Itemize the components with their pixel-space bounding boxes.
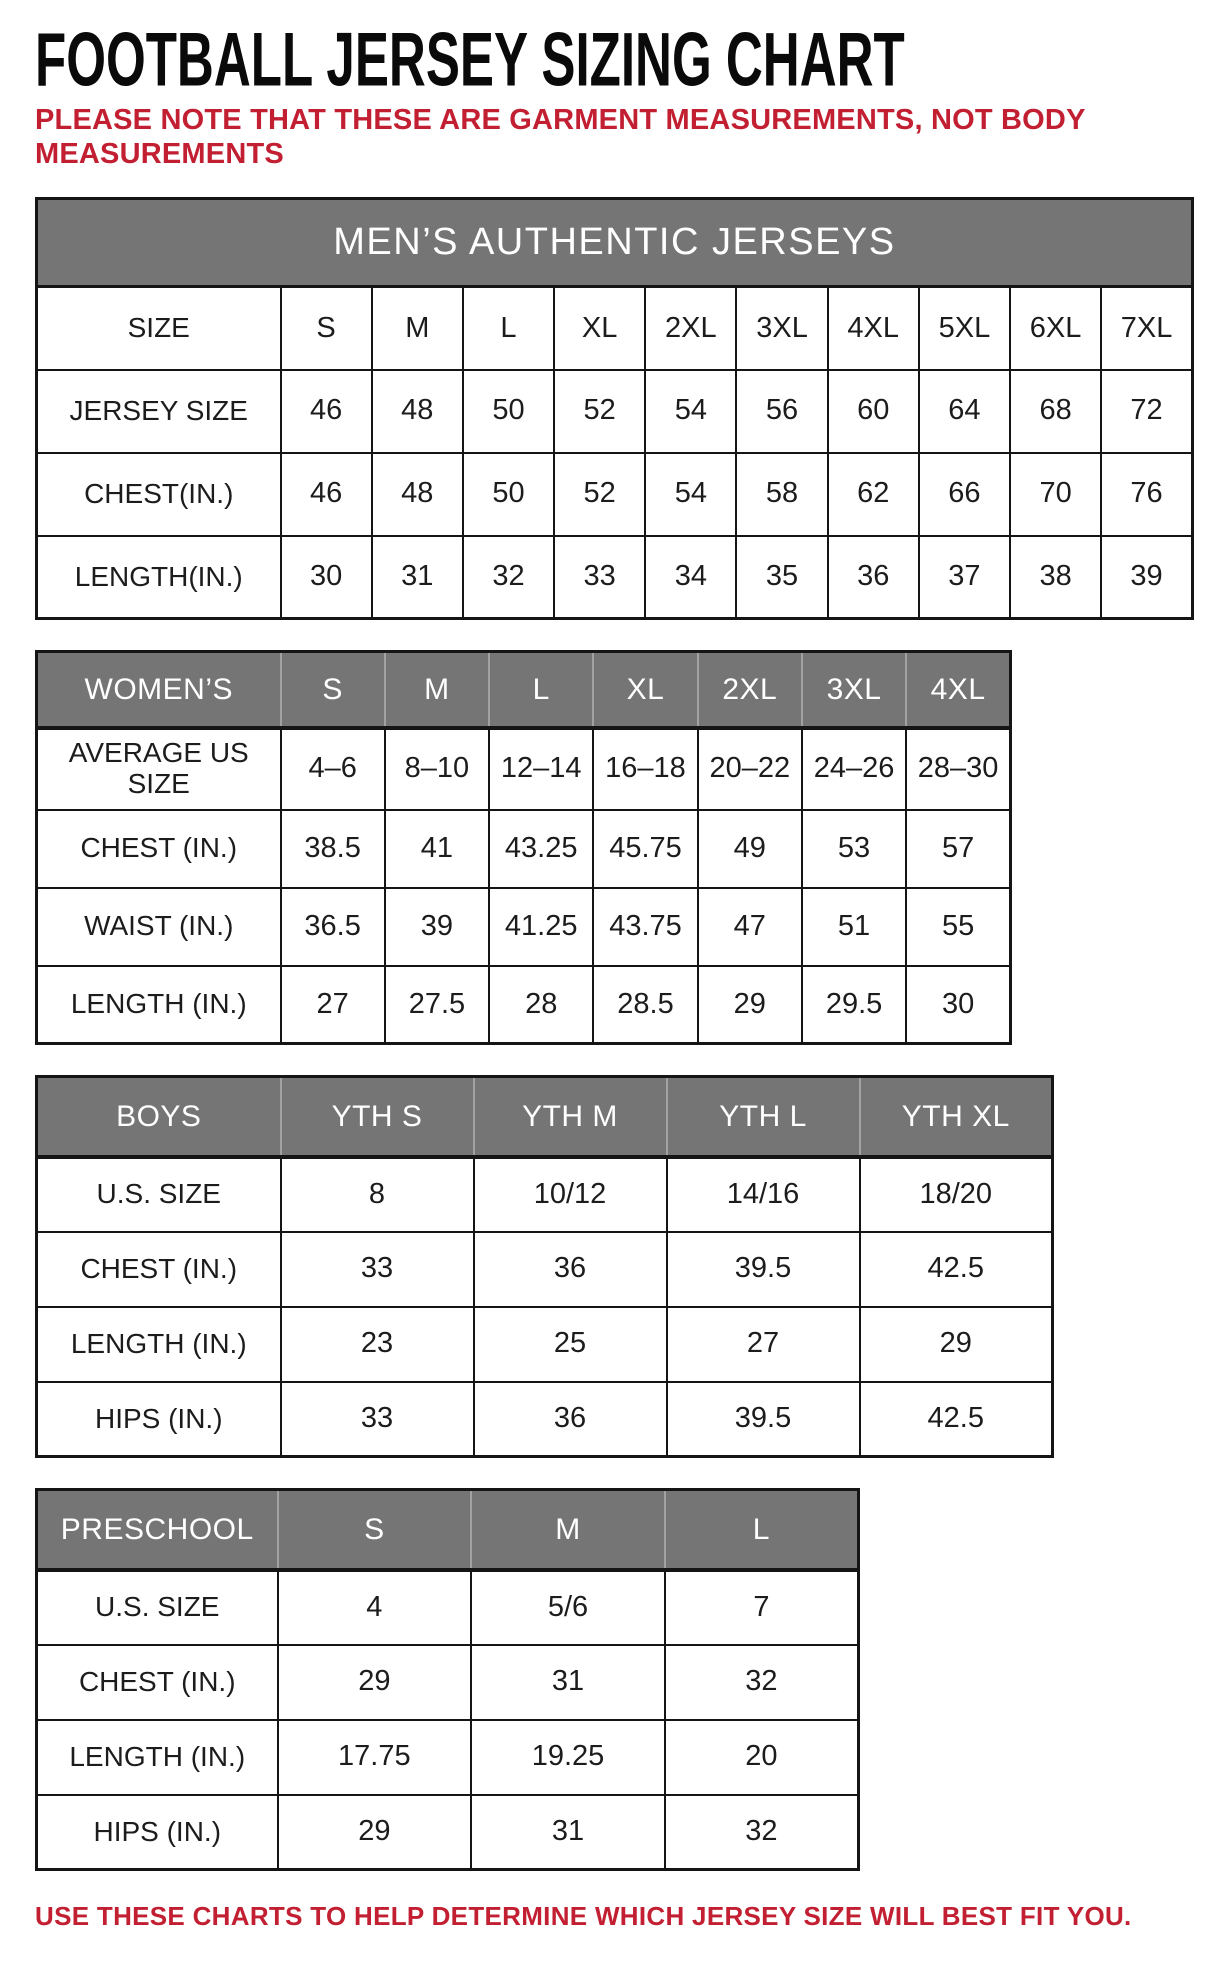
- value-cell: 38: [1010, 536, 1101, 619]
- value-cell: 7XL: [1101, 287, 1192, 370]
- column-header-cell: YTH XL: [860, 1077, 1053, 1157]
- row-label-cell: CHEST (IN.): [37, 1232, 281, 1307]
- value-cell: 66: [919, 453, 1010, 536]
- value-cell: 43.75: [593, 888, 697, 966]
- table-row: [37, 1157, 1053, 1232]
- value-cell: 36: [474, 1382, 667, 1457]
- value-cell: 39.5: [667, 1232, 860, 1307]
- column-header-cell: YTH S: [281, 1077, 474, 1157]
- value-cell: 52: [554, 370, 645, 453]
- column-header-cell: S: [278, 1490, 472, 1570]
- value-cell: 24–26: [802, 728, 906, 810]
- value-cell: 33: [281, 1232, 474, 1307]
- value-cell: 31: [471, 1645, 665, 1720]
- value-cell: 52: [554, 453, 645, 536]
- value-cell: 27: [281, 966, 385, 1044]
- header-label-cell: BOYS: [37, 1077, 281, 1157]
- value-cell: 34: [645, 536, 736, 619]
- fit-advice-note: USE THESE CHARTS TO HELP DETERMINE WHICH JERSEY SIZE WILL BEST FIT YOU.: [35, 1901, 1132, 1932]
- table-row: [37, 1795, 859, 1870]
- table-row: [37, 1720, 859, 1795]
- table-banner: MEN’S AUTHENTIC JERSEYS: [37, 199, 1193, 287]
- table-header-row: [37, 652, 1011, 728]
- value-cell: 35: [736, 536, 827, 619]
- value-cell: 28.5: [593, 966, 697, 1044]
- value-cell: 55: [906, 888, 1010, 966]
- column-header-cell: YTH M: [474, 1077, 667, 1157]
- value-cell: 32: [665, 1645, 859, 1720]
- column-header-cell: 3XL: [802, 652, 906, 728]
- value-cell: 29: [860, 1307, 1053, 1382]
- page-title-text: FOOTBALL JERSEY SIZING CHART: [35, 17, 905, 103]
- boys-size-grid: [35, 1075, 1054, 1458]
- row-label-cell: LENGTH (IN.): [37, 1307, 281, 1382]
- value-cell: 36: [828, 536, 919, 619]
- value-cell: 28: [489, 966, 593, 1044]
- value-cell: 2XL: [645, 287, 736, 370]
- value-cell: 29.5: [802, 966, 906, 1044]
- value-cell: 28–30: [906, 728, 1010, 810]
- value-cell: 5/6: [471, 1570, 665, 1645]
- value-cell: 56: [736, 370, 827, 453]
- column-header-cell: L: [489, 652, 593, 728]
- value-cell: 20: [665, 1720, 859, 1795]
- row-label-cell: CHEST(IN.): [37, 453, 281, 536]
- row-label-cell: LENGTH (IN.): [37, 1720, 278, 1795]
- column-header-cell: XL: [593, 652, 697, 728]
- value-cell: 29: [278, 1795, 472, 1870]
- table-row: [37, 1382, 1053, 1457]
- row-label-cell: HIPS (IN.): [37, 1382, 281, 1457]
- womens-size-grid: [35, 650, 1012, 1045]
- row-label-cell: AVERAGE US SIZE: [37, 728, 281, 810]
- column-header-cell: L: [665, 1490, 859, 1570]
- value-cell: XL: [554, 287, 645, 370]
- value-cell: 36.5: [281, 888, 385, 966]
- value-cell: 5XL: [919, 287, 1010, 370]
- value-cell: 12–14: [489, 728, 593, 810]
- value-cell: 32: [665, 1795, 859, 1870]
- value-cell: 23: [281, 1307, 474, 1382]
- table-row: [37, 728, 1011, 810]
- table-row: [37, 810, 1011, 888]
- table-row: [37, 453, 1193, 536]
- value-cell: 62: [828, 453, 919, 536]
- value-cell: 31: [471, 1795, 665, 1870]
- preschool-sizing-table: [35, 1488, 1202, 1871]
- value-cell: 29: [278, 1645, 472, 1720]
- table-row: [37, 1307, 1053, 1382]
- value-cell: 33: [554, 536, 645, 619]
- value-cell: 42.5: [860, 1232, 1053, 1307]
- value-cell: 41.25: [489, 888, 593, 966]
- table-banner-row: [37, 199, 1193, 287]
- row-label-cell: CHEST (IN.): [37, 1645, 278, 1720]
- table-row: [37, 536, 1193, 619]
- row-label-cell: LENGTH (IN.): [37, 966, 281, 1044]
- value-cell: 30: [281, 536, 372, 619]
- value-cell: 68: [1010, 370, 1101, 453]
- value-cell: 39: [1101, 536, 1192, 619]
- row-label-cell: LENGTH(IN.): [37, 536, 281, 619]
- value-cell: 76: [1101, 453, 1192, 536]
- table-row: [37, 888, 1011, 966]
- boys-sizing-table: [35, 1075, 1202, 1458]
- value-cell: 39: [385, 888, 489, 966]
- value-cell: 60: [828, 370, 919, 453]
- value-cell: 30: [906, 966, 1010, 1044]
- value-cell: 47: [698, 888, 802, 966]
- value-cell: 37: [919, 536, 1010, 619]
- value-cell: S: [281, 287, 372, 370]
- value-cell: 38.5: [281, 810, 385, 888]
- column-header-cell: 2XL: [698, 652, 802, 728]
- value-cell: 18/20: [860, 1157, 1053, 1232]
- value-cell: 25: [474, 1307, 667, 1382]
- value-cell: 20–22: [698, 728, 802, 810]
- value-cell: 42.5: [860, 1382, 1053, 1457]
- value-cell: 14/16: [667, 1157, 860, 1232]
- value-cell: 43.25: [489, 810, 593, 888]
- value-cell: 10/12: [474, 1157, 667, 1232]
- column-header-cell: 4XL: [906, 652, 1010, 728]
- value-cell: 48: [372, 453, 463, 536]
- column-header-cell: M: [471, 1490, 665, 1570]
- row-label-cell: JERSEY SIZE: [37, 370, 281, 453]
- header-label-cell: PRESCHOOL: [37, 1490, 278, 1570]
- value-cell: 45.75: [593, 810, 697, 888]
- column-header-cell: M: [385, 652, 489, 728]
- value-cell: 70: [1010, 453, 1101, 536]
- value-cell: 4–6: [281, 728, 385, 810]
- value-cell: 50: [463, 370, 554, 453]
- value-cell: 36: [474, 1232, 667, 1307]
- value-cell: 57: [906, 810, 1010, 888]
- row-label-cell: SIZE: [37, 287, 281, 370]
- mens-authentic-jerseys-table: [35, 197, 1202, 620]
- table-row: [37, 966, 1011, 1044]
- value-cell: M: [372, 287, 463, 370]
- womens-sizing-table: [35, 650, 1202, 1045]
- value-cell: 8: [281, 1157, 474, 1232]
- value-cell: 54: [645, 370, 736, 453]
- value-cell: 64: [919, 370, 1010, 453]
- value-cell: 51: [802, 888, 906, 966]
- row-label-cell: HIPS (IN.): [37, 1795, 278, 1870]
- value-cell: 58: [736, 453, 827, 536]
- value-cell: 33: [281, 1382, 474, 1457]
- value-cell: L: [463, 287, 554, 370]
- header-label-cell: WOMEN’S: [37, 652, 281, 728]
- value-cell: 53: [802, 810, 906, 888]
- value-cell: 46: [281, 370, 372, 453]
- table-row: [37, 1570, 859, 1645]
- value-cell: 17.75: [278, 1720, 472, 1795]
- row-label-cell: CHEST (IN.): [37, 810, 281, 888]
- garment-measurement-note: PLEASE NOTE THAT THESE ARE GARMENT MEASUREMENTS, NOT BODY MEASUREMENTS: [35, 104, 1086, 170]
- mens-size-grid: [35, 197, 1194, 620]
- row-label-cell: WAIST (IN.): [37, 888, 281, 966]
- value-cell: 29: [698, 966, 802, 1044]
- value-cell: 27.5: [385, 966, 489, 1044]
- value-cell: 41: [385, 810, 489, 888]
- value-cell: 50: [463, 453, 554, 536]
- value-cell: 32: [463, 536, 554, 619]
- table-row: [37, 1645, 859, 1720]
- row-label-cell: U.S. SIZE: [37, 1157, 281, 1232]
- table-row: [37, 1232, 1053, 1307]
- value-cell: 19.25: [471, 1720, 665, 1795]
- page-title: [35, 17, 1202, 103]
- table-row: [37, 370, 1193, 453]
- table-header-row: [37, 1077, 1053, 1157]
- value-cell: 7: [665, 1570, 859, 1645]
- value-cell: 6XL: [1010, 287, 1101, 370]
- row-label-cell: U.S. SIZE: [37, 1570, 278, 1645]
- value-cell: 54: [645, 453, 736, 536]
- value-cell: 8–10: [385, 728, 489, 810]
- value-cell: 27: [667, 1307, 860, 1382]
- value-cell: 31: [372, 536, 463, 619]
- value-cell: 16–18: [593, 728, 697, 810]
- column-header-cell: YTH L: [667, 1077, 860, 1157]
- table-header-row: [37, 1490, 859, 1570]
- preschool-size-grid: [35, 1488, 860, 1871]
- value-cell: 4XL: [828, 287, 919, 370]
- table-row: [37, 287, 1193, 370]
- value-cell: 48: [372, 370, 463, 453]
- value-cell: 4: [278, 1570, 472, 1645]
- value-cell: 3XL: [736, 287, 827, 370]
- value-cell: 49: [698, 810, 802, 888]
- column-header-cell: S: [281, 652, 385, 728]
- value-cell: 72: [1101, 370, 1192, 453]
- value-cell: 39.5: [667, 1382, 860, 1457]
- value-cell: 46: [281, 453, 372, 536]
